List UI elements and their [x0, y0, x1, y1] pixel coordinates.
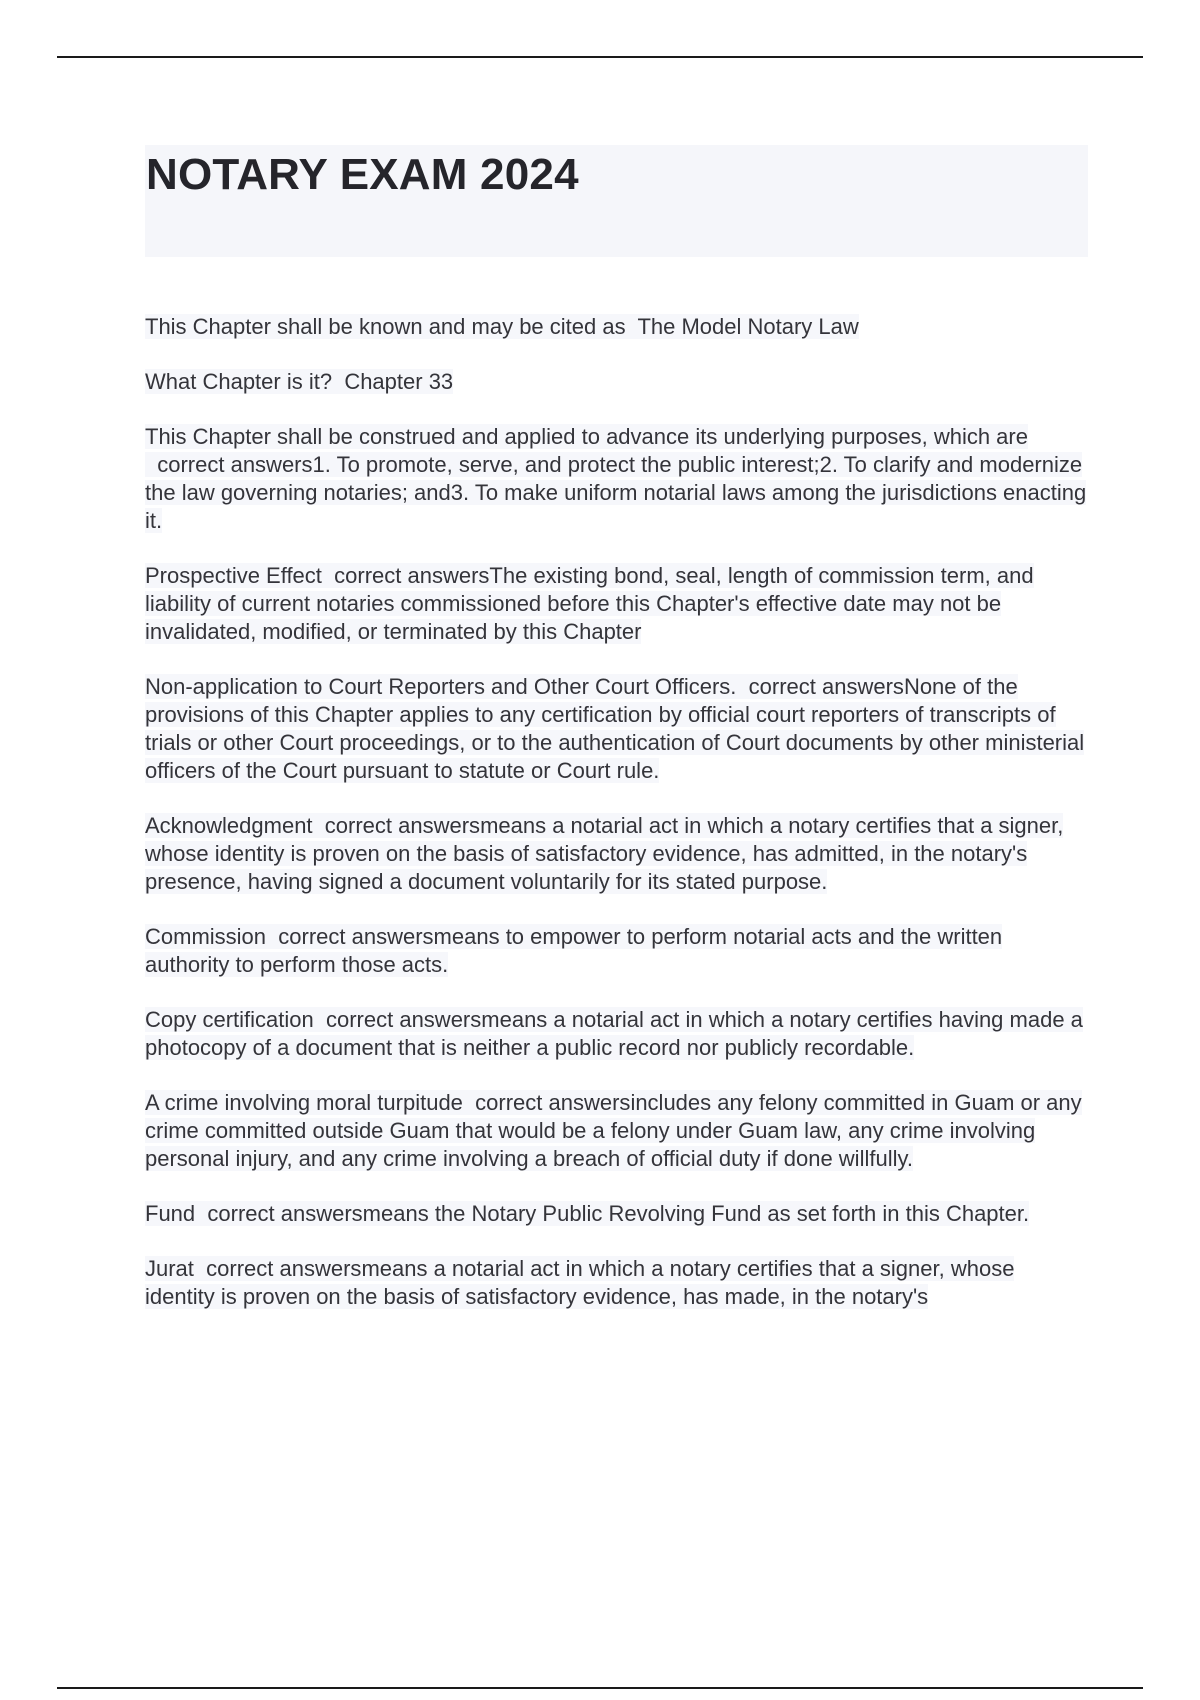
entry-term: What Chapter is it? [145, 369, 333, 394]
entry-marker: correct answers [207, 1201, 363, 1226]
top-rule [57, 56, 1143, 58]
entry-marker: correct answers [206, 1256, 362, 1281]
entry-answer: The Model Notary Law [637, 314, 859, 339]
entry-prospective-effect [145, 562, 1090, 646]
entry-commission [145, 923, 1090, 979]
entry-marker: correct answers [278, 924, 434, 949]
entry-answer: means to empower to perform notarial acts and the written authority to perform those acts. [145, 924, 1003, 977]
entry-marker: correct answers [157, 452, 313, 477]
bottom-rule [57, 1687, 1143, 1689]
entry-marker: correct answers [475, 1090, 631, 1115]
entry-answer: includes any felony committed in Guam or any crime committed outside Guam that would be a felony under Guam law, any crime involving personal injury, and any crime involving a breach of official duty if done willfully. [145, 1090, 1082, 1171]
entry-term: A crime involving moral turpitude [145, 1090, 463, 1115]
entry-answer: means the Notary Public Revolving Fund as set forth in this Chapter. [362, 1201, 1030, 1226]
entry-fund [145, 1200, 1090, 1228]
entry-copy-certification [145, 1006, 1090, 1062]
entry-term: Acknowledgment [145, 813, 313, 838]
entry-term: Prospective Effect [145, 563, 322, 588]
entry-term: Jurat [145, 1256, 194, 1281]
entry-term: Commission [145, 924, 267, 949]
flashcard-list [145, 313, 1090, 1338]
entry-marker: correct answers [334, 563, 490, 588]
entry-marker: correct answers [324, 813, 481, 838]
entry-term: This Chapter shall be known and may be cited as [145, 314, 626, 339]
entry-answer: means a notarial act in which a notary certifies that a signer, whose identity is proven on the basis of satisfactory evidence, has admitted, in the notary's presence, having signed a document voluntarily for its stated purpose. [145, 813, 1064, 894]
page-title: NOTARY EXAM 2024 [146, 150, 579, 199]
entry-term: Non-application to Court Reporters and Other Court Officers. [145, 674, 737, 699]
entry-answer: 1. To promote, serve, and protect the public interest;2. To clarify and modernize the law governing notaries; and3. To make uniform notarial laws among the jurisdictions enacting it. [145, 452, 1087, 533]
entry-answer: Chapter 33 [344, 369, 454, 394]
entry-court-reporters [145, 673, 1090, 785]
entry-marker: correct answers [325, 1007, 482, 1032]
entry-term: This Chapter shall be construed and applied to advance its underlying purposes, which are [145, 424, 1028, 449]
entry-marker: correct answers [748, 674, 904, 699]
entry-jurat [145, 1255, 1090, 1311]
entry-underlying-purposes [145, 423, 1090, 535]
entry-answer: None of the provisions of this Chapter applies to any certification by official court reporters of transcripts of trials or other Court proceedings, or to the authentication of Court documents by other ministerial officers of the Court pursuant to statute or Court rule. [145, 674, 1085, 783]
entry-answer: The existing bond, seal, length of commission term, and liability of current notaries commissioned before this Chapter's effective date may not be invalidated, modified, or terminated by this Chapter [145, 563, 1034, 644]
entry-moral-turpitude [145, 1089, 1090, 1173]
entry-term: Fund [145, 1201, 196, 1226]
entry-answer: means a notarial act in which a notary certifies having made a photocopy of a document that is neither a public record nor publicly recordable. [145, 1007, 1083, 1060]
entry-term: Copy certification [145, 1007, 314, 1032]
entry-acknowledgment [145, 812, 1090, 896]
entry-what-chapter [145, 368, 1090, 396]
entry-answer: means a notarial act in which a notary certifies that a signer, whose identity is proven on the basis of satisfactory evidence, has made, in the notary's [145, 1256, 1015, 1309]
entry-model-notary-law [145, 313, 1090, 341]
